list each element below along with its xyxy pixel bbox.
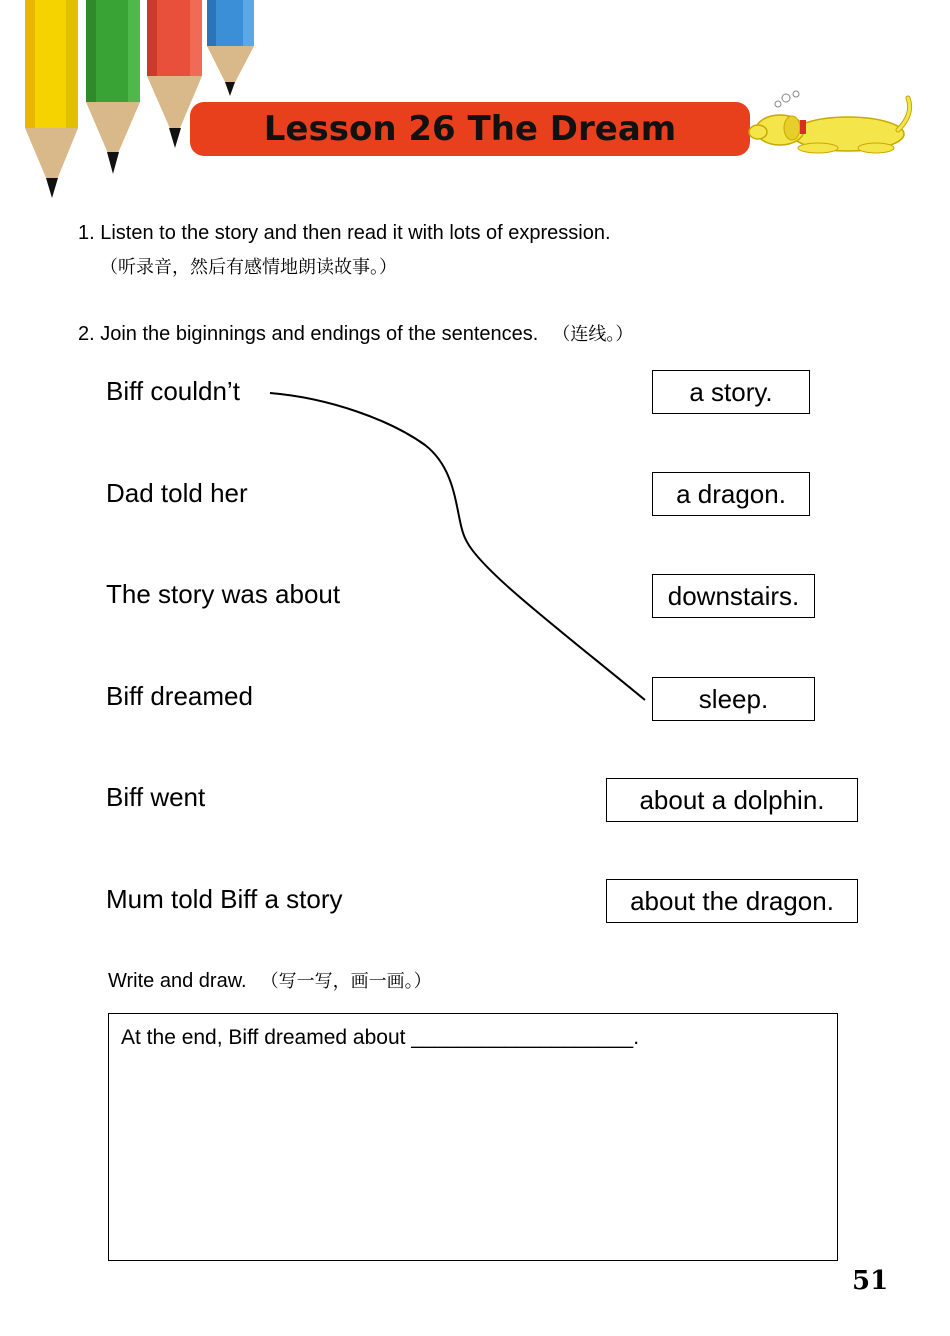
beginning-item-6: Mum told Biff a story xyxy=(106,884,343,914)
instruction-1: 1. Listen to the story and then read it with lots of expression. xyxy=(78,222,611,244)
page-number: 51 xyxy=(852,1266,889,1296)
beginning-item-4: Biff dreamed xyxy=(106,681,253,711)
ending-box-4: sleep. xyxy=(652,677,815,721)
instruction-2-text: 2. Join the biginnings and endings of the sentences. xyxy=(78,323,539,345)
ending-box-2: a dragon. xyxy=(652,472,810,516)
beginning-item-5: Biff went xyxy=(106,782,206,812)
write-draw-heading xyxy=(108,967,432,993)
write-prompt: At the end, Biff dreamed about ___________________. xyxy=(121,1026,640,1049)
ending-box-1: a story. xyxy=(652,370,810,414)
ending-box-6: about the dragon. xyxy=(606,879,858,923)
beginning-item-2: Dad told her xyxy=(106,478,248,508)
instruction-2-chinese: （连线。） xyxy=(552,324,634,345)
lesson-title: Lesson 26 The Dream xyxy=(263,109,677,149)
beginning-item-3: The story was about xyxy=(106,579,341,609)
drawing-area[interactable] xyxy=(108,1013,838,1261)
ending-box-5: about a dolphin. xyxy=(606,778,858,822)
ending-box-3: downstairs. xyxy=(652,574,815,618)
instruction-1-chinese: （听录音，然后有感情地朗读故事。） xyxy=(100,257,397,278)
beginning-item-1: Biff couldn’t xyxy=(106,376,240,406)
write-draw-chinese: （写一写，画一画。） xyxy=(260,971,432,992)
write-draw-label: Write and draw. xyxy=(108,970,247,992)
